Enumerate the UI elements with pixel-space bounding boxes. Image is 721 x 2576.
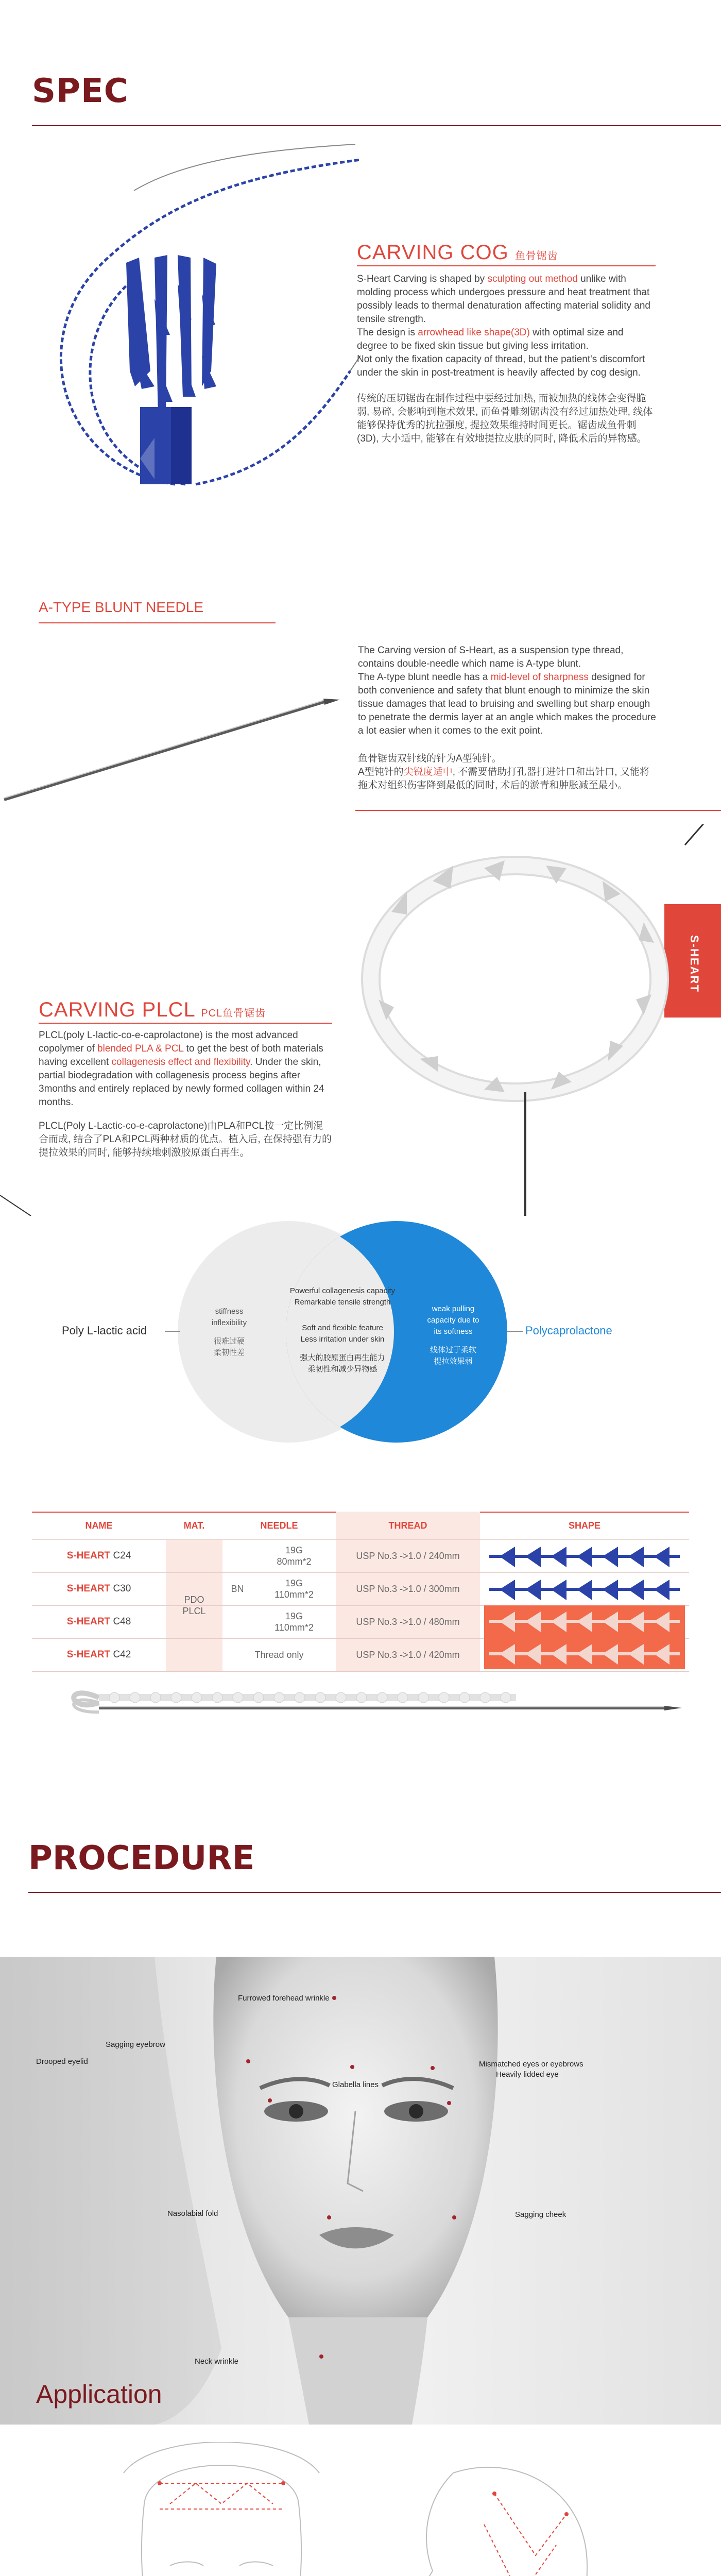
face-photo-illustration xyxy=(0,1957,721,2425)
carving-cog-highlight-1: sculpting out method xyxy=(487,274,578,284)
product-row-thread: USP No.3 ->1.0 / 480mm xyxy=(356,1617,460,1627)
venn-pcl-cn-2: 提拉效果弱 xyxy=(434,1357,473,1366)
product-shape-thumbnails xyxy=(484,1541,685,1669)
carving-cog-highlight-2: arrowhead like shape(3D) xyxy=(418,327,530,338)
procedure-divider xyxy=(28,1892,721,1893)
atype-highlight: mid-level of sharpness xyxy=(490,672,589,683)
carving-plcl-section xyxy=(39,998,332,1160)
product-table-material: PDO PLCL xyxy=(182,1595,206,1616)
wrinkle-marker-dot xyxy=(332,1996,336,2000)
product-row-needle: 19G 80mm*2 xyxy=(277,1545,312,1567)
spec-divider xyxy=(32,125,721,126)
venn-mid-cn-2: 柔韧性和减少异物感 xyxy=(307,1365,377,1374)
white-cog-thread-illustration xyxy=(330,824,721,1216)
wrinkle-label: Drooped eyelid xyxy=(36,2057,88,2066)
product-table-header-mat: MAT. xyxy=(183,1520,205,1531)
wrinkle-marker-dot xyxy=(319,2354,323,2359)
plcl-text-2: to get the best of both materials having excellent xyxy=(39,1043,323,1067)
atype-heading: A-TYPE BLUNT NEEDLE xyxy=(39,599,204,615)
carving-cog-heading-cn: 鱼骨锯齿 xyxy=(514,250,558,262)
carving-cog-text-5: Not only the fixation capacity of thread, but the patient's discomfort under the skin in post-treatment is heavily affected by cog design. xyxy=(357,354,645,378)
carving-plcl-heading-cn: PCL鱼骨锯齿 xyxy=(201,1008,266,1019)
wrinkle-label: Furrowed forehead wrinkle xyxy=(238,1994,330,2003)
atype-bottom-divider xyxy=(355,810,721,811)
venn-pla-cn-2: 柔韧性差 xyxy=(213,1348,245,1357)
product-name-code: C48 xyxy=(113,1616,131,1627)
atype-cn-1: 鱼骨锯齿双针线的针为A型钝针。 xyxy=(358,753,502,764)
carving-plcl-para-cn: PLCL(Poly L-Lactic-co-e-caprolactone)由PLA和PCL按一定比例混合而成, 结合了PLA和PCL两种材质的优点。植入后, 在保持强有力的提拉效果的同时, 能够持续地刺激胶原蛋白再生。 xyxy=(39,1121,332,1158)
product-row-thread: USP No.3 ->1.0 / 300mm xyxy=(356,1584,460,1594)
carving-plcl-para-en xyxy=(39,1029,332,1109)
product-row-needle: 19G 110mm*2 xyxy=(274,1578,314,1600)
product-name-code: C24 xyxy=(113,1550,131,1561)
carving-cog-text-3: The design is xyxy=(357,327,418,338)
venn-mid-line-1: Powerful collagenesis capacity xyxy=(289,1286,396,1295)
product-row-name xyxy=(32,1572,166,1605)
product-table-header-thread: THREAD xyxy=(336,1512,480,1539)
product-row-needle: 19G 110mm*2 xyxy=(274,1611,314,1633)
carving-cog-heading-en: CARVING COG xyxy=(357,241,509,264)
venn-pla-cn-1: 很难过硬 xyxy=(213,1337,245,1346)
product-name-code: C42 xyxy=(113,1649,131,1660)
venn-mid-line-2: Remarkable tensile strength xyxy=(294,1298,391,1307)
product-row-name xyxy=(32,1638,166,1671)
product-name-prefix: S-HEART xyxy=(66,1550,111,1561)
application-title: Application xyxy=(36,2380,162,2409)
application-design-illustration xyxy=(93,2442,618,2576)
venn-pla-pointer xyxy=(165,1331,180,1332)
venn-mid-cn-1: 强大的胶原蛋白再生能力 xyxy=(300,1353,385,1362)
wrinkle-marker-dot xyxy=(246,2059,250,2063)
product-table-header-shape: SHAPE xyxy=(568,1520,600,1531)
venn-label-pcl: Polycaprolactone xyxy=(525,1324,612,1337)
venn-label-pla: Poly L-lactic acid xyxy=(62,1324,147,1337)
atype-cn-3: , 不需要借助打孔器打进针口和出针口, 又能将拖术对组织伤害降到最低的同时, 术后的淤青和肿胀减至最小。 xyxy=(358,767,649,791)
carving-plcl-divider xyxy=(39,1023,332,1024)
carving-cog-text-4: with optimal size and degree to be fixed skin tissue but giving less irritation. xyxy=(357,327,624,351)
atype-text-2: The A-type blunt needle has a xyxy=(358,672,491,683)
venn-connector-lines xyxy=(0,1195,721,1216)
venn-pcl-pointer xyxy=(507,1331,523,1332)
venn-pla-line-2: inflexibility xyxy=(211,1318,247,1327)
product-table-needle-type: BN xyxy=(231,1584,244,1594)
venn-pcl-line-3: its softness xyxy=(434,1327,473,1336)
atype-section xyxy=(358,644,657,792)
product-table-header-name: NAME xyxy=(85,1520,113,1531)
bead-thread-needle-illustration xyxy=(32,1672,689,1728)
product-name-code: C30 xyxy=(113,1583,131,1594)
venn-mid-line-3: Soft and flexible feature xyxy=(302,1324,383,1332)
carving-cog-heading xyxy=(357,241,666,264)
plcl-text-3: . Under the skin, partial biodegradation with collagenesis process begins after 3months and entirely replaced by newly formed collagen within 24 months. xyxy=(39,1057,324,1108)
plcl-text-1: PLCL(poly L-lactic-co-e-caprolactone) is the most advanced copolymer of xyxy=(39,1030,298,1054)
carving-cog-divider xyxy=(357,265,656,266)
carving-cog-section xyxy=(357,241,666,446)
wrinkle-label: Sagging eyebrow xyxy=(106,2040,165,2049)
venn-pcl-line-2: capacity due to xyxy=(427,1316,479,1325)
carving-cog-text-2: unlike with molding process which undergoes pressure and heat treatment that possibly leads to thermal denaturation affecting material solidity and tensile strength. xyxy=(357,274,650,325)
atype-cn-highlight: 尖锐度适中 xyxy=(403,767,453,777)
blue-cog-thread-illustration xyxy=(0,129,360,489)
product-name-prefix: S-HEART xyxy=(66,1649,111,1660)
atype-para-cn xyxy=(358,752,657,792)
wrinkle-label: Neck wrinkle xyxy=(195,2357,239,2366)
venn-pla-text xyxy=(191,1306,268,1359)
wrinkle-marker-dot xyxy=(327,2215,331,2219)
venn-pcl-text xyxy=(415,1303,492,1367)
product-name-prefix: S-HEART xyxy=(66,1583,111,1594)
carving-cog-para-en xyxy=(357,273,656,380)
carving-cog-para-cn: 传统的压切锯齿在制作过程中要经过加热, 而被加热的线体会变得脆弱, 易碎, 会影响到拖术效果, 而鱼骨雕刻锯齿没有经过加热处理, 线体能够保持优秀的抗拉强度, 提拉效果维持时间更长。锯齿成鱼骨刺(3D), 大小适中, 能够在有效地提拉皮肤的同时, 降低术后的异物感。 xyxy=(357,393,653,444)
procedure-title: PROCEDURE xyxy=(28,1839,255,1877)
product-table-header-needle: NEEDLE xyxy=(260,1520,298,1531)
wrinkle-label: Sagging cheek xyxy=(515,2210,566,2219)
plcl-highlight-1: blended PLA & PCL xyxy=(97,1043,184,1054)
wrinkle-label: Mismatched eyes or eyebrows xyxy=(479,2060,583,2069)
product-row-thread: USP No.3 ->1.0 / 240mm xyxy=(356,1551,460,1561)
venn-overlap-text xyxy=(286,1285,399,1375)
product-name-prefix: S-HEART xyxy=(66,1616,111,1627)
wrinkle-marker-dot xyxy=(350,2065,354,2069)
venn-pcl-line-1: weak pulling xyxy=(432,1304,475,1313)
wrinkle-label: Glabella lines xyxy=(332,2080,379,2089)
wrinkle-marker-dot xyxy=(431,2066,435,2070)
atype-para-en xyxy=(358,644,657,738)
wrinkle-label: Heavily lidded eye xyxy=(496,2070,559,2079)
carving-plcl-heading-en: CARVING PLCL xyxy=(39,998,195,1021)
wrinkle-label: Nasolabial fold xyxy=(167,2209,218,2218)
atype-text-3: designed for both convenience and safety that blunt enough to minimize the skin tissue damages that lead to bruising and swelling but sharp enough to penetrate the dermis layer at an angle which makes the procedure a lot easier when it comes to the exit point. xyxy=(358,672,656,736)
product-row-thread: USP No.3 ->1.0 / 420mm xyxy=(356,1650,460,1660)
atype-text-1: The Carving version of S-Heart, as a suspension type thread, contains double-needle which name is A-type blunt. xyxy=(358,645,624,669)
side-tab-label: S-HEART xyxy=(688,935,701,993)
venn-pcl-cn-1: 线体过于柔软 xyxy=(430,1346,476,1354)
blunt-needle-illustration xyxy=(0,608,360,804)
spec-title: SPEC xyxy=(32,72,129,110)
plcl-highlight-2: collagenesis effect and flexibility xyxy=(111,1057,250,1067)
wrinkle-marker-dot xyxy=(447,2101,451,2105)
venn-pla-line-1: stiffness xyxy=(215,1307,244,1316)
product-row-needle: Thread only xyxy=(254,1650,304,1660)
carving-plcl-heading xyxy=(39,998,332,1022)
wrinkle-marker-dot xyxy=(452,2215,456,2219)
product-row-name xyxy=(32,1539,166,1572)
product-row-name xyxy=(32,1605,166,1638)
carving-cog-text-1: S-Heart Carving is shaped by xyxy=(357,274,488,284)
venn-mid-line-4: Less irritation under skin xyxy=(300,1335,385,1344)
atype-cn-2: A型钝针的 xyxy=(358,767,404,777)
wrinkle-marker-dot xyxy=(268,2098,272,2103)
